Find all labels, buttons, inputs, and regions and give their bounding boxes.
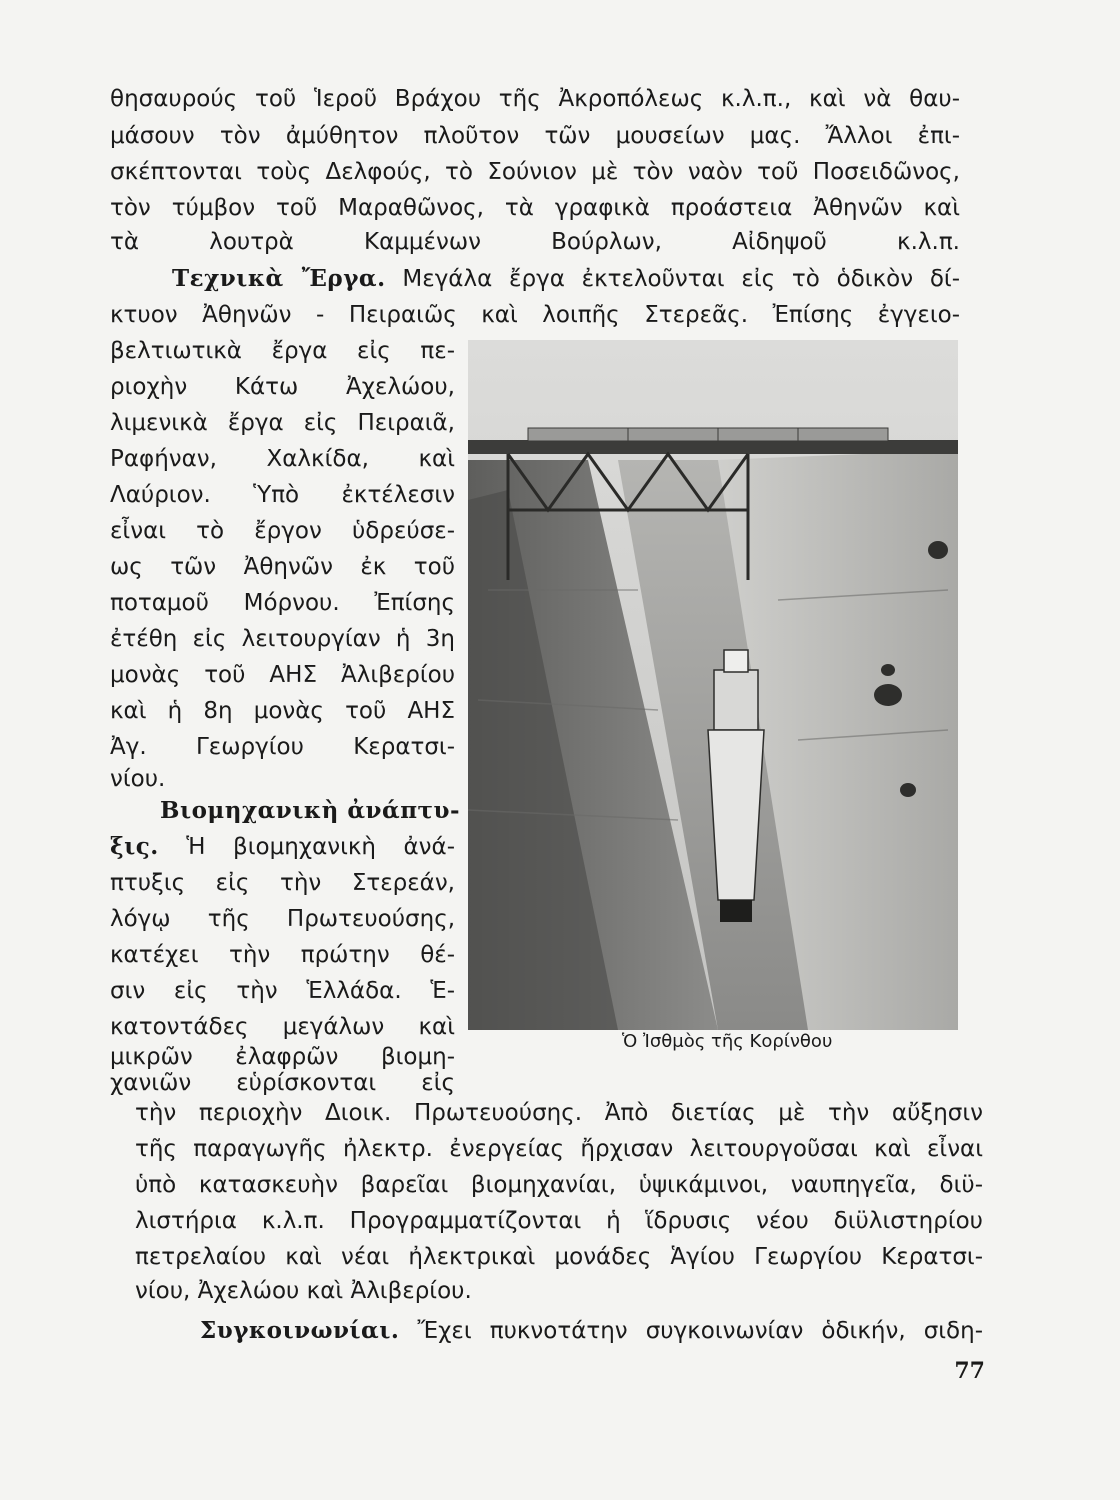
- communications-rest: Ἔχει πυκνοτάτην συγκοινωνίαν ὁδικήν, σιδη-: [417, 1318, 984, 1344]
- text-line: Ραφήναν, Χαλκίδα, καὶ: [110, 446, 455, 472]
- communications-line: [200, 1314, 983, 1348]
- technical-first-rest: Μεγάλα ἔργα ἐκτελοῦνται εἰς τὸ ὁδικὸν δί-: [402, 266, 961, 292]
- text-line: πετρελαίου καὶ νέαι ἠλεκτρικαὶ μονάδες Ἁγίου Γεωργίου Κερατσι-: [135, 1244, 983, 1270]
- text-line: νίου, Ἀχελώου καὶ Ἀλιβερίου.: [135, 1278, 472, 1304]
- text-line: κτυον Ἀθηνῶν - Πειραιῶς καὶ λοιπῆς Στερεᾶς. Ἐπίσης ἐγγειο-: [110, 302, 960, 328]
- page-number: 77: [954, 1358, 985, 1384]
- text-line: μάσουν τὸν ἀμύθητον πλοῦτον τῶν μουσείων μας. Ἄλλοι ἐπι-: [110, 123, 960, 149]
- text-line: κατέχει τὴν πρώτην θέ-: [110, 942, 455, 968]
- text-line: Λαύριον. Ὑπὸ ἐκτέλεσιν: [110, 482, 455, 508]
- text-line: εἶναι τὸ ἔργον ὑδρεύσε-: [110, 518, 455, 544]
- industrial-heading: Βιομηχανικὴ ἀνάπτυ-: [160, 797, 461, 824]
- text-line: τὰ λουτρὰ Καμμένων Βούρλων, Αἰδηψοῦ κ.λ.π.: [110, 229, 960, 255]
- text-line: χανιῶν εὑρίσκονται εἰς: [110, 1070, 455, 1096]
- text-line: ριοχὴν Κάτω Ἀχελώου,: [110, 374, 455, 400]
- technical-first-line: [172, 262, 960, 296]
- text-line: τῆς παραγωγῆς ἠλεκτρ. ἐνεργείας ἤρχισαν λειτουργοῦσαι καὶ εἶναι: [135, 1136, 983, 1162]
- photo-caption: Ὁ Ἰσθμὸς τῆς Κορίνθου: [622, 1031, 833, 1052]
- text-line: κατοντάδες μεγάλων καὶ: [110, 1014, 455, 1040]
- text-line: ἐτέθη εἰς λειτουργίαν ἡ 3η: [110, 626, 455, 652]
- text-line: τὴν περιοχὴν Διοικ. Πρωτευούσης. Ἀπὸ διετίας μὲ τὴν αὔξησιν: [135, 1100, 983, 1126]
- text-line: μονὰς τοῦ ΑΗΣ Ἀλιβερίου: [110, 662, 455, 688]
- communications-heading: Συγκοινωνίαι.: [200, 1317, 400, 1344]
- text-line: πτυξις εἰς τὴν Στερεάν,: [110, 870, 455, 896]
- text-line: σκέπτονται τοὺς Δελφούς, τὸ Σούνιον μὲ τὸν ναὸν τοῦ Ποσειδῶνος,: [110, 159, 960, 185]
- industrial-second-rest: Ἡ βιομηχανικὴ ἀνά-: [186, 834, 455, 860]
- text-line: τὸν τύμβον τοῦ Μαραθῶνος, τὰ γραφικὰ προάστεια Ἀθηνῶν καὶ: [110, 195, 960, 221]
- text-line: καὶ ἡ 8η μονὰς τοῦ ΑΗΣ: [110, 698, 455, 724]
- text-line: βελτιωτικὰ ἔργα εἰς πε-: [110, 338, 455, 364]
- text-line: θησαυρούς τοῦ Ἱεροῦ Βράχου τῆς Ἀκροπόλεως κ.λ.π., καὶ νὰ θαυ-: [110, 86, 960, 112]
- text-line: ὑπὸ κατασκευὴν βαρεῖαι βιομηχανίαι, ὑψικάμινοι, ναυπηγεῖα, διϋ-: [135, 1172, 983, 1198]
- text-line: λιμενικὰ ἔργα εἰς Πειραιᾶ,: [110, 410, 455, 436]
- industrial-second-line: [110, 830, 455, 864]
- text-line: λιστήρια κ.λ.π. Προγραμματίζονται ἡ ἵδρυσις νέου διϋλιστηρίου: [135, 1208, 983, 1234]
- text-line: ποταμοῦ Μόρνου. Ἐπίσης: [110, 590, 455, 616]
- text-line: σιν εἰς τὴν Ἑλλάδα. Ἑ-: [110, 978, 455, 1004]
- technical-heading: Τεχνικὰ Ἔργα.: [172, 265, 386, 292]
- text-line: λόγῳ τῆς Πρωτευούσης,: [110, 906, 455, 932]
- text-line: ως τῶν Ἀθηνῶν ἐκ τοῦ: [110, 554, 455, 580]
- industrial-heading-end: ξις.: [110, 833, 159, 860]
- text-line: νίου.: [110, 766, 166, 792]
- text-line: Ἀγ. Γεωργίου Κερατσι-: [110, 734, 455, 760]
- text-line: μικρῶν ἐλαφρῶν βιομη-: [110, 1044, 455, 1070]
- corinth-canal-photo: [468, 340, 958, 1030]
